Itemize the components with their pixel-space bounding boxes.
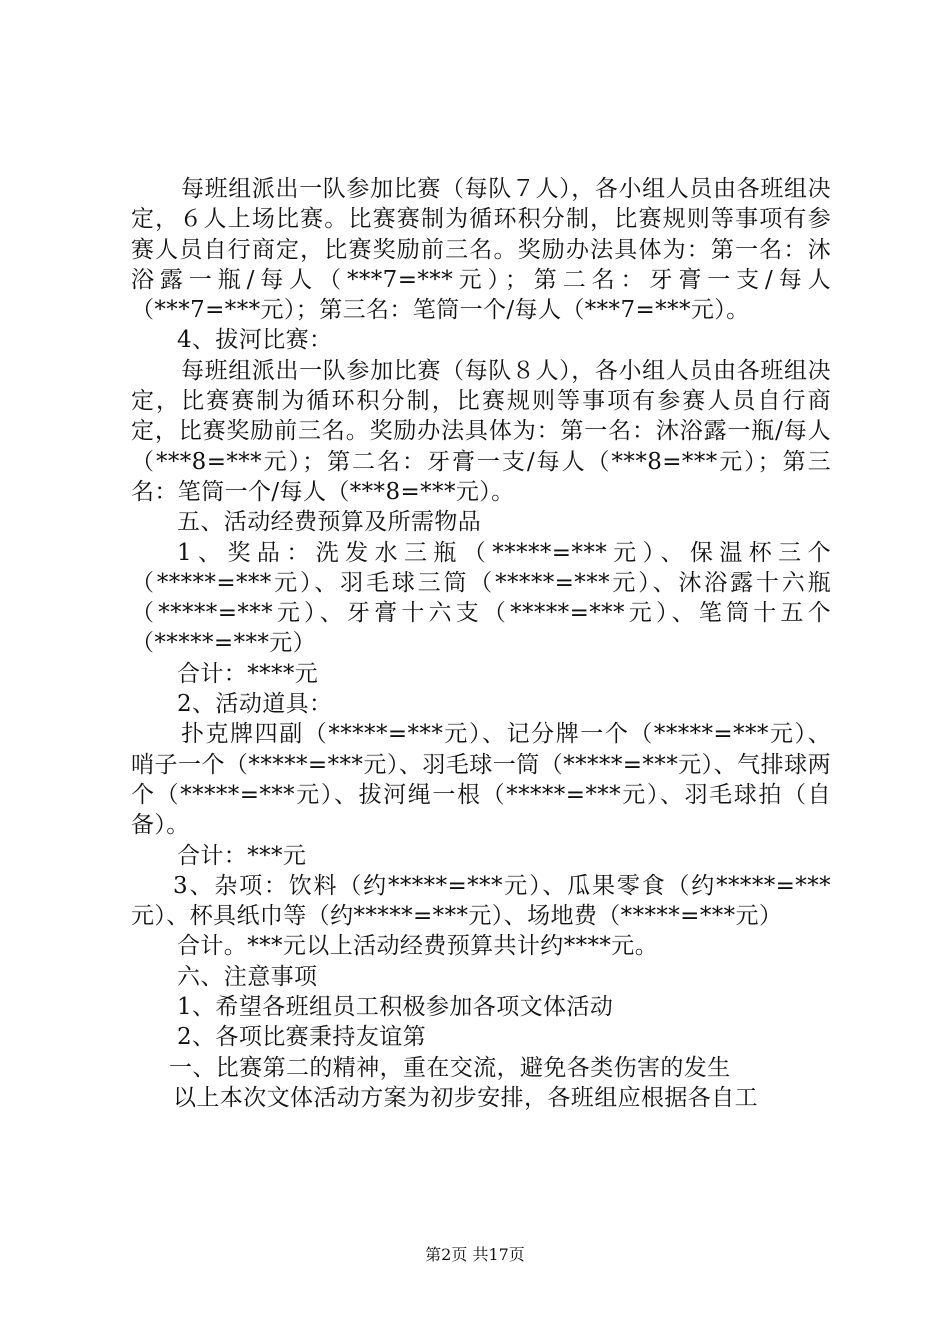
note-item-2: 2、各项比赛秉持友谊第 — [177, 1024, 427, 1051]
note-item-1: 1、希望各班组员工积极参加各项文体活动 — [177, 994, 614, 1021]
props-subtotal: 合计：***元 — [177, 842, 307, 869]
heading-tug-of-war: 4、拔河比赛： — [177, 327, 333, 354]
heading-budget: 五、活动经费预算及所需物品 — [177, 509, 482, 536]
paragraph-tug-of-war-rules: 每班组派出一队参加比赛（每队８人），各小组人员由各班组决定，比赛赛制为循环积分制，比赛规则等事项有参赛人员自行商定，比赛奖励前三名。奖励办法具体为：第一名：沐浴露一瓶/每人（***8=***元）；第二名：牙膏一支/每人（***8=***元）；第三名：笔筒一个/每人（***8=***元）。 — [131, 357, 831, 505]
paragraph-volleyball-rules: 每班组派出一队参加比赛（每队７人），各小组人员由各班组决定，６人上场比赛。比赛赛制为循环积分制，比赛规则等事项有参赛人员自行商定，比赛奖励前三名。奖励办法具体为：第一名：沐浴露一瓶/每人（***7=***元）；第二名：牙膏一支/每人（***7=***元）；第三名：笔筒一个/每人（***7=***元）。 — [131, 176, 831, 324]
heading-notes: 六、注意事项 — [177, 963, 318, 990]
closing-paragraph: 以上本次文体活动方案为初步安排，各班组应根据各自工 — [173, 1084, 758, 1111]
note-item-2-continued: 一、比赛第二的精神，重在交流，避免各类伤害的发生 — [169, 1054, 731, 1081]
prizes-subtotal: 合计：****元 — [177, 660, 319, 687]
page-footer: 第2页 共17页 — [425, 1245, 525, 1264]
document-body — [131, 174, 831, 1113]
paragraph-props: 扑克牌四副（*****=***元）、记分牌一个（*****=***元）、哨子一个（*****=***元）、羽毛球一筒（*****=***元）、气排球两个（*****=***元）、拔河绳一根（*****=***元）、羽毛球拍（自备）。 — [131, 721, 831, 839]
heading-props: 2、活动道具： — [177, 691, 333, 718]
paragraph-prizes: 1、奖品：洗发水三瓶（*****=***元）、保温杯三个（*****=***元）、羽毛球三筒（*****=***元）、沐浴露十六瓶（*****=***元）、牙膏十六支（*****=***元）、笔筒十五个（*****=***元） — [131, 539, 831, 657]
budget-total: 合计。***元以上活动经费预算共计约****元。 — [177, 933, 659, 960]
paragraph-misc: 3、杂项：饮料（约*****=***元）、瓜果零食（约*****=***元）、杯具纸巾等（约*****=***元）、场地费（*****=***元） — [131, 872, 831, 930]
